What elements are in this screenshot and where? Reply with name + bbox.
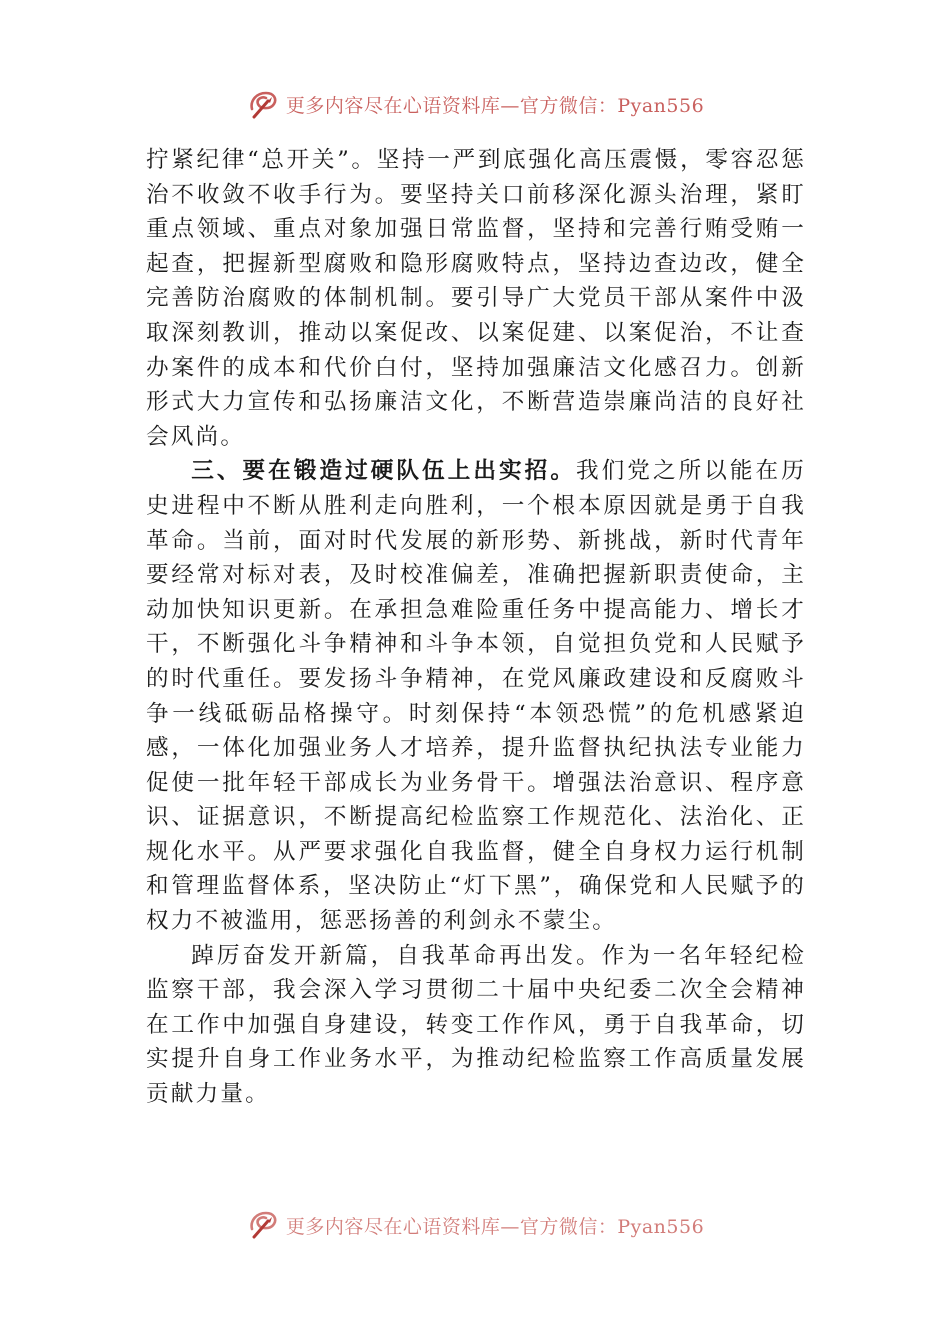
page-header [0, 86, 950, 122]
section-3-heading: 三、要在锻造过硬队伍上出实招。 [191, 458, 576, 485]
page-footer [0, 1207, 950, 1241]
closing-paragraph: 踔厉奋发开新篇，自我革命再出发。作为一名年轻纪检监察干部，我会深入学习贯彻二十届中央纪委二次全会精神在工作中加强自身建设，转变工作作风，勇于自我革命，切实提升自身工作业务水平，为推动纪检监察工作高质量发展贡献力量。 [146, 942, 806, 1108]
quill-logo-icon [246, 1207, 280, 1241]
document-body [146, 143, 806, 1112]
section-3-paragraph [146, 454, 806, 938]
quill-logo-icon [246, 87, 280, 121]
section-3-body: 我们党之所以能在历史进程中不断从胜利走向胜利，一个根本原因就是勇于自我革命。当前，面对时代发展的新形势、新挑战，新时代青年要经常对标对表，及时校准偏差，准确把握新职责使命，主动加快知识更新。在承担急难险重任务中提高能力、增长才干，不断强化斗争精神和斗争本领，自觉担负党和人民赋予的时代重任。要发扬斗争精神，在党风廉政建设和反腐败斗争一线砥砺品格操守。时刻保持“本领恐慌”的危机感紧迫感，一体化加强业务人才培养，提升监督执纪执法专业能力促使一批年轻干部成长为业务骨干。增强法治意识、程序意识、证据意识，不断提高纪检监察工作规范化、法治化、正规化水平。从严要求强化自我监督，健全自身权力运行机制和管理监督体系，坚决防止“灯下黑”，确保党和人民赋予的权力不被滥用，惩恶扬善的利剑永不蒙尘。 [146, 458, 806, 935]
header-banner-text: 更多内容尽在心语资料库—官方微信：Pyan556 [285, 94, 705, 117]
footer-banner-text: 更多内容尽在心语资料库—官方微信：Pyan556 [285, 1215, 705, 1238]
paragraph-1: 拧紧纪律“总开关”。坚持一严到底强化高压震慑，零容忍惩治不收敛不收手行为。要坚持关口前移深化源头治理，紧盯重点领域、重点对象加强日常监督，坚持和完善行贿受贿一起查，把握新型腐败和隐形腐败特点，坚持边查边改，健全完善防治腐败的体制机制。要引导广大党员干部从案件中汲取深刻教训，推动以案促改、以案促建、以案促治，不让查办案件的成本和代价白付，坚持加强廉洁文化感召力。创新形式大力宣传和弘扬廉洁文化，不断营造崇廉尚洁的良好社会风尚。 [146, 147, 806, 450]
